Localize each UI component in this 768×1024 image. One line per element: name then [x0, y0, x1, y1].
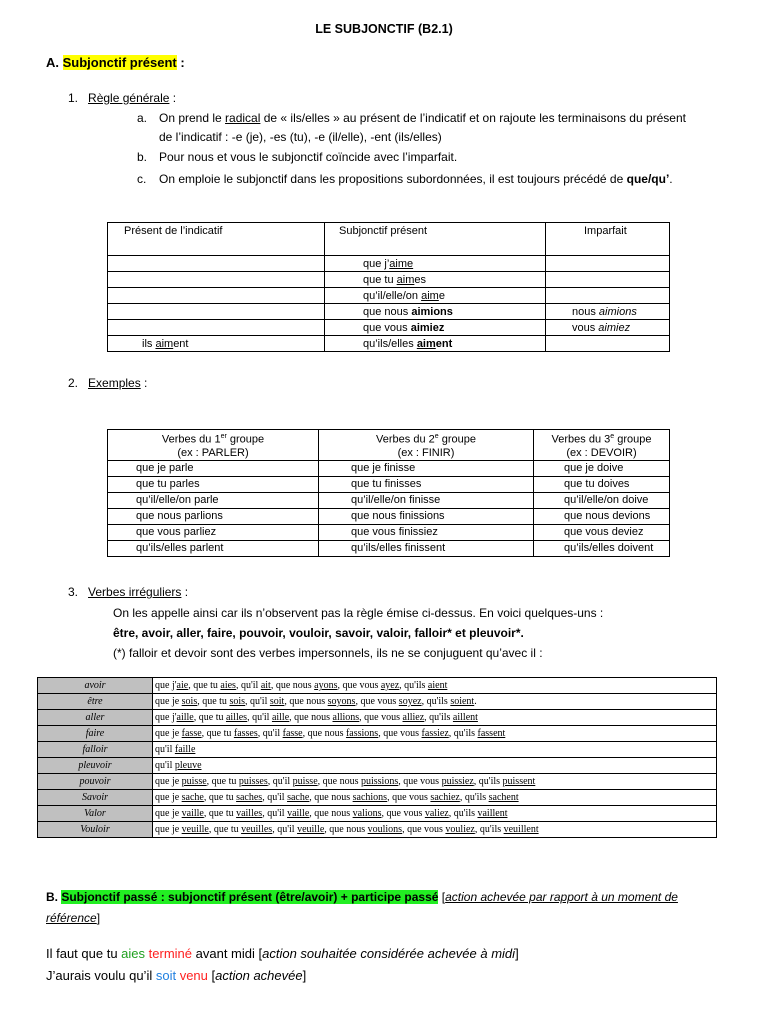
table-row — [108, 336, 670, 352]
form-text: , qu'il — [272, 824, 298, 835]
irregular-label: Verbes irréguliers — [88, 585, 182, 599]
header-text: groupe — [614, 433, 652, 446]
form-text: , qu'ils — [448, 808, 478, 819]
form-verb: fasse — [181, 728, 202, 739]
examples-table — [107, 429, 670, 557]
form-verb: puissions — [360, 776, 399, 787]
table-row — [108, 460, 670, 476]
header-text: groupe — [438, 433, 476, 446]
form-verb: aille — [176, 712, 194, 723]
table-cell — [325, 272, 546, 288]
verb-name-cell: falloir — [38, 742, 153, 758]
header-text: Verbes du 2 — [376, 433, 435, 446]
form-verb: vaillent — [477, 808, 508, 819]
form-text: , qu'ils — [448, 728, 478, 739]
form-verb: fassions — [345, 728, 379, 739]
form-text: , que nous — [309, 808, 353, 819]
form-verb: fasse — [282, 728, 303, 739]
table-row — [38, 726, 717, 742]
cell-ending: es — [414, 273, 426, 286]
form-verb: valions — [352, 808, 382, 819]
cell-italic: aimions — [598, 305, 637, 318]
ex1-text: Il faut que tu — [46, 946, 122, 961]
rule-b-text: Pour nous et vous le subjonctif coïncide avec l’imparfait. — [159, 150, 458, 164]
verb-forms-cell — [153, 790, 717, 806]
cell-radical: aim — [421, 289, 439, 302]
cell-text: que nous — [363, 305, 412, 318]
form-verb: aient — [427, 680, 448, 691]
cell-radical: aim — [155, 337, 174, 350]
table-row — [38, 758, 717, 774]
form-text: , qu'ils — [399, 680, 428, 691]
table-cell — [108, 272, 325, 288]
form-verb: fassiez — [421, 728, 449, 739]
verb-name-cell: Savoir — [38, 790, 153, 806]
table-header-row — [108, 430, 670, 461]
table-row — [38, 822, 717, 838]
ex1-close: ] — [515, 946, 519, 961]
table-cell — [325, 304, 546, 320]
cell-text: que tu — [363, 273, 397, 286]
form-verb: sache — [287, 792, 310, 803]
verb-forms-cell — [153, 742, 717, 758]
table-cell: que tu doives — [534, 476, 670, 492]
table-row — [108, 288, 670, 304]
table-cell: qu’il/elle/on doive — [534, 492, 670, 508]
form-text: , qu'il — [245, 696, 270, 707]
ex1-auxiliary: aies — [121, 946, 146, 961]
table-cell — [325, 256, 546, 272]
form-verb: sois — [181, 696, 198, 707]
table-cell: qu’il/elle/on finisse — [319, 492, 534, 508]
form-verb: veuille — [181, 824, 209, 835]
form-text: , qu'ils — [421, 696, 451, 707]
form-text: , que tu — [208, 824, 242, 835]
form-verb: puisse — [292, 776, 318, 787]
form-verb: sache — [181, 792, 204, 803]
table-row — [38, 678, 717, 694]
table-header-cell: Imparfait — [546, 223, 670, 256]
irregular-para-1: On les appelle ainsi car ils n’observent pas la règle émise ci-dessus. En voici quelques-uns : — [113, 606, 604, 620]
verb-forms-cell — [153, 758, 717, 774]
form-text: , que vous — [359, 712, 403, 723]
table-row — [108, 272, 670, 288]
table-row — [38, 806, 717, 822]
form-text: que je — [155, 696, 182, 707]
form-text: , que vous — [337, 680, 381, 691]
table-row — [108, 524, 670, 540]
form-verb: soit — [269, 696, 285, 707]
section-b-line1 — [46, 888, 678, 907]
form-text: , que nous — [309, 792, 353, 803]
table-row — [38, 774, 717, 790]
ex2-participle: venu — [179, 968, 208, 983]
ex2-close: ] — [302, 968, 307, 983]
table-cell: que nous parlions — [108, 508, 319, 524]
form-text: que je — [155, 792, 182, 803]
cell-text: que vous — [363, 321, 411, 334]
cell-ending: ent — [173, 337, 189, 350]
form-verb: ait — [260, 680, 271, 691]
table-cell — [546, 288, 670, 304]
table-cell — [546, 320, 670, 336]
form-text: , que tu — [197, 696, 230, 707]
example-sentence-1 — [46, 944, 519, 963]
ex1-participle: terminé — [148, 946, 193, 961]
form-text: que je — [155, 776, 182, 787]
form-verb: voulions — [367, 824, 403, 835]
form-text: qu'il — [155, 760, 175, 771]
verb-name-cell: Vouloir — [38, 822, 153, 838]
examples-label: Exemples — [88, 376, 141, 390]
irregular-para-2: être, avoir, aller, faire, pouvoir, vouloir, savoir, valoir, falloir* et pleuvoir*. — [113, 626, 524, 640]
form-verb: faille — [174, 744, 196, 755]
cell-bold: aimions — [411, 305, 453, 318]
form-text: . — [474, 696, 477, 707]
verb-name-cell: avoir — [38, 678, 153, 694]
conjugation-table — [107, 222, 670, 352]
rule-c-bold: que/qu’ — [626, 172, 670, 186]
form-verb: puisse — [181, 776, 207, 787]
form-verb: soyons — [327, 696, 356, 707]
form-verb: aie — [176, 680, 189, 691]
form-text: qu'il — [155, 744, 175, 755]
form-verb: ayons — [314, 680, 338, 691]
table-cell — [108, 320, 325, 336]
form-text: , que nous — [284, 696, 328, 707]
examples-suffix: : — [140, 376, 148, 390]
form-verb: sachions — [352, 792, 388, 803]
table-cell: que je parle — [108, 460, 319, 476]
form-text: , qu'ils — [473, 776, 503, 787]
form-text: , qu'il — [262, 792, 288, 803]
ex2-text: [ — [207, 968, 216, 983]
section-a-suffix: : — [176, 55, 185, 70]
examples-heading — [68, 374, 147, 393]
form-text: , que tu — [203, 808, 237, 819]
form-verb: sachent — [488, 792, 519, 803]
form-verb: alliez — [402, 712, 425, 723]
table-cell: que nous finissions — [319, 508, 534, 524]
cell-radical: aim — [396, 273, 415, 286]
ex1-note: action souhaitée considérée achevée à midi — [262, 946, 516, 961]
section-a-heading — [46, 55, 185, 70]
cell-text: qu’ils/elles — [363, 337, 417, 350]
section-b-note: action achevée par rapport à un moment de — [445, 890, 678, 904]
table-cell: que nous devions — [534, 508, 670, 524]
table-row — [38, 742, 717, 758]
table-cell — [325, 320, 546, 336]
header-sup: er — [220, 433, 227, 440]
rule-label: Règle générale — [88, 91, 170, 105]
rule-suffix: : — [169, 91, 177, 105]
verb-forms-cell — [153, 806, 717, 822]
form-text: , que tu — [206, 776, 239, 787]
form-verb: aies — [220, 680, 236, 691]
header-text: groupe — [226, 433, 265, 446]
verb-forms-cell — [153, 710, 717, 726]
form-text: , que vous — [402, 824, 446, 835]
cell-text: ils — [142, 337, 156, 350]
form-verb: soyez — [398, 696, 422, 707]
table-cell — [325, 336, 546, 352]
form-verb: aille — [271, 712, 290, 723]
form-verb: veuillent — [503, 824, 539, 835]
section-b-line2 — [46, 909, 100, 928]
form-verb: vouliez — [445, 824, 475, 835]
form-verb: ayez — [380, 680, 400, 691]
table-row — [108, 256, 670, 272]
rule-a-mark: a. — [137, 111, 148, 125]
irregular-suffix: : — [181, 585, 189, 599]
table-row — [108, 320, 670, 336]
irregular-para-3: (*) falloir et devoir sont des verbes impersonnels, ils ne se conjuguent qu’avec il : — [113, 646, 543, 660]
form-verb: soient — [450, 696, 475, 707]
cell-bold: aimiez — [410, 321, 445, 334]
cell-text: que j’ — [363, 257, 390, 270]
form-verb: pleuve — [174, 760, 202, 771]
form-verb: puisses — [238, 776, 268, 787]
cell-radical: aim — [416, 337, 436, 350]
table-header-cell: Subjonctif présent — [325, 223, 546, 256]
table-cell — [325, 288, 546, 304]
table-cell: qu’ils/elles finissent — [319, 540, 534, 556]
section-b-label: Subjonctif passé : subjonctif présent (être/avoir) + participe passé — [61, 890, 439, 904]
form-text: que j' — [155, 712, 177, 723]
table-cell: que je finisse — [319, 460, 534, 476]
verb-forms-cell — [153, 678, 717, 694]
form-text: , que nous — [302, 728, 346, 739]
form-text: , qu'il — [267, 776, 293, 787]
rule-c-post: . — [669, 172, 673, 186]
table-cell — [546, 304, 670, 320]
table-header-cell — [534, 430, 670, 461]
header-text: (ex : PARLER) — [177, 446, 249, 459]
table-cell — [108, 336, 325, 352]
section-a-label: Subjonctif présent — [62, 55, 177, 70]
section-a-prefix: A. — [46, 55, 59, 70]
verb-forms-cell — [153, 822, 717, 838]
example-sentence-2 — [46, 966, 306, 985]
table-cell: que vous deviez — [534, 524, 670, 540]
form-verb: vaille — [181, 808, 204, 819]
rule-b-mark: b. — [137, 150, 148, 164]
verb-name-cell: pouvoir — [38, 774, 153, 790]
rule-a1-post: de « ils/elles » au présent de l’indicatif et on rajoute les terminaisons du présent — [260, 111, 686, 125]
table-header-cell — [108, 430, 319, 461]
section-b-note2: référence — [46, 911, 97, 925]
ex2-note: action achevée — [215, 968, 303, 983]
form-verb: veuille — [297, 824, 325, 835]
table-row — [38, 694, 717, 710]
header-sup: e — [434, 433, 439, 440]
form-text: , que tu — [193, 712, 226, 723]
table-cell: que vous parliez — [108, 524, 319, 540]
form-text: , qu'ils — [474, 824, 504, 835]
form-text: , que nous — [317, 776, 361, 787]
rule-c-pre: On emploie le subjonctif dans les propositions subordonnées, il est toujours précédé de — [159, 172, 627, 186]
form-text: , qu'il — [247, 712, 272, 723]
form-text: , que nous — [289, 712, 333, 723]
form-text: , qu'il — [257, 728, 283, 739]
table-header-cell — [319, 430, 534, 461]
rule-a-line2: de l’indicatif : -e (je), -es (tu), -e (il/elle), -ent (ils/elles) — [159, 130, 442, 144]
table-cell — [546, 272, 670, 288]
verb-name-cell: pleuvoir — [38, 758, 153, 774]
ex1-text: avant midi [ — [192, 946, 263, 961]
verb-forms-cell — [153, 774, 717, 790]
rule-a1-radical: radical — [225, 111, 261, 125]
form-text: que je — [155, 728, 182, 739]
form-verb: ailles — [225, 712, 248, 723]
form-text: que je — [155, 824, 182, 835]
table-cell: que vous finissiez — [319, 524, 534, 540]
form-text: , que tu — [188, 680, 221, 691]
table-row — [108, 508, 670, 524]
irregular-heading — [68, 583, 188, 602]
ex2-text: J’aurais voulu qu’il — [46, 968, 156, 983]
verb-name-cell: être — [38, 694, 153, 710]
irregular-num: 3. — [68, 585, 79, 599]
cell-text: vous — [572, 321, 599, 334]
form-text: , que tu — [201, 728, 234, 739]
form-verb: vaille — [287, 808, 310, 819]
table-cell: que je doive — [534, 460, 670, 476]
table-header-row — [108, 223, 670, 256]
form-text: , que vous — [378, 728, 422, 739]
section-b-bracket: [ — [438, 890, 446, 904]
form-text: , que vous — [387, 792, 431, 803]
examples-num: 2. — [68, 376, 79, 390]
table-row — [108, 304, 670, 320]
header-text: (ex : FINIR) — [397, 446, 455, 459]
form-text: , que vous — [398, 776, 442, 787]
header-text: (ex : DEVOIR) — [566, 446, 637, 459]
form-verb: allions — [332, 712, 360, 723]
table-row — [108, 540, 670, 556]
table-cell: qu’il/elle/on parle — [108, 492, 319, 508]
form-text: , qu'il — [235, 680, 261, 691]
cell-text: nous — [572, 305, 599, 318]
ex2-auxiliary: soit — [155, 968, 177, 983]
form-verb: fassent — [477, 728, 506, 739]
rule-a1-pre: On prend le — [159, 111, 226, 125]
form-text: , qu'ils — [459, 792, 489, 803]
form-verb: puissent — [502, 776, 536, 787]
rule-c-mark: c. — [137, 172, 147, 186]
page-title: LE SUBJONCTIF (B2.1) — [315, 22, 453, 36]
form-text: , qu'ils — [424, 712, 453, 723]
table-row — [38, 710, 717, 726]
header-text: Verbes du 3 — [551, 433, 611, 446]
table-cell — [108, 304, 325, 320]
table-cell — [108, 256, 325, 272]
section-b-close: ] — [96, 911, 101, 925]
form-verb: valiez — [424, 808, 449, 819]
cell-radical: aime — [389, 257, 414, 270]
form-verb: puissiez — [441, 776, 474, 787]
table-cell — [108, 288, 325, 304]
form-verb: vailles — [236, 808, 263, 819]
table-cell: que tu parles — [108, 476, 319, 492]
table-cell: qu’ils/elles doivent — [534, 540, 670, 556]
rule-a-line1 — [159, 109, 686, 128]
form-text: , que nous — [324, 824, 368, 835]
table-row — [38, 790, 717, 806]
form-text: , que vous — [355, 696, 399, 707]
verb-forms-cell — [153, 726, 717, 742]
form-verb: fasses — [233, 728, 258, 739]
form-verb: saches — [236, 792, 263, 803]
cell-ending: e — [438, 289, 445, 302]
form-text: , qu'il — [262, 808, 288, 819]
verb-forms-cell — [153, 694, 717, 710]
form-text: que j' — [155, 680, 177, 691]
verb-name-cell: aller — [38, 710, 153, 726]
section-b-prefix: B. — [46, 890, 62, 904]
cell-italic: aimiez — [598, 321, 631, 334]
table-cell — [546, 336, 670, 352]
form-text: , que tu — [203, 792, 237, 803]
form-verb: sachiez — [430, 792, 460, 803]
form-text: , que nous — [270, 680, 315, 691]
header-sup: e — [610, 433, 615, 440]
rule-c-text — [159, 170, 673, 189]
table-cell: qu’ils/elles parlent — [108, 540, 319, 556]
verb-name-cell: faire — [38, 726, 153, 742]
table-cell — [546, 256, 670, 272]
verb-name-cell: Valor — [38, 806, 153, 822]
table-row — [108, 476, 670, 492]
table-header-cell: Présent de l’indicatif — [108, 223, 325, 256]
cell-text: qu’il/elle/on — [363, 289, 422, 302]
form-text: , que vous — [381, 808, 425, 819]
form-text: que je — [155, 808, 182, 819]
form-verb: veuilles — [241, 824, 273, 835]
rule-num: 1. — [68, 91, 79, 105]
irregular-verbs-table — [37, 677, 717, 838]
cell-bold: ent — [435, 337, 453, 350]
table-row — [108, 492, 670, 508]
form-verb: aillent — [452, 712, 478, 723]
table-cell: que tu finisses — [319, 476, 534, 492]
form-verb: sois — [229, 696, 245, 707]
header-text: Verbes du 1 — [161, 433, 221, 446]
rule-heading — [68, 89, 176, 108]
